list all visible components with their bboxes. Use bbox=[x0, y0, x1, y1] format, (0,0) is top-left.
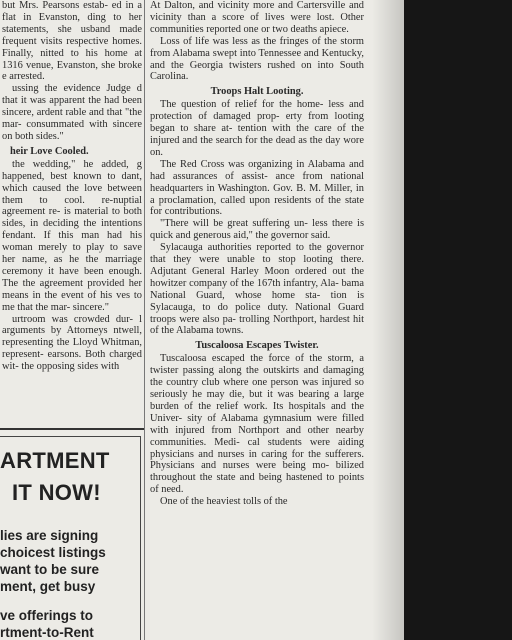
ad-headline-2: IT NOW! bbox=[12, 480, 101, 505]
right-para-4: The Red Cross was organizing in Alabama and had assurances of assist- ance from national headquarters in Washington. Gov. B. M. Miller, in a proclamation, called upon residents of the state for contributions. bbox=[150, 158, 364, 218]
right-para-3: The question of relief for the home- less and protection of damaged prop- erty from looting began to share at- tention with the care of the injured and the search for the dead as the day wore on. bbox=[150, 99, 364, 158]
right-column bbox=[150, 0, 364, 640]
column-rule bbox=[144, 0, 145, 640]
ad-line-3: lies are signing bbox=[0, 528, 99, 543]
left-column bbox=[0, 0, 142, 430]
left-subheading: heir Love Cooled. bbox=[10, 145, 89, 157]
right-para-8: One of the heaviest tolls of the bbox=[160, 496, 288, 508]
right-para-2: Loss of life was less as the fringes of the storm from Alabama swept into Tennessee and Kentucky, and the Georgia twisters rushed on into South Carolina. bbox=[150, 35, 364, 83]
ad-line-5: want to be sure bbox=[0, 562, 100, 577]
left-para-4: urtroom was crowded dur- l arguments by Attorneys ntwell, representing the Lloyd Whitman, represent- earsons. Both charged wit- the opposing sides with bbox=[2, 313, 142, 373]
right-subheading-1: Troops Halt Looting. bbox=[210, 86, 304, 98]
apartment-advertisement bbox=[0, 428, 144, 640]
dark-background bbox=[404, 0, 512, 640]
left-para-2: ussing the evidence Judge d that it was apparent the had been sincere, ardent rable and that "the mar- consummated with sincere on both sides." bbox=[2, 83, 142, 142]
right-para-6: Sylacauga authorities reported to the governor that they were unable to stop looting there. Adjutant General Harley Moon ordered out the howitzer company of the 167th infantry, Ala- bama National Guard, whose home sta- tion is Sylacauga, to do police duty. National Guard troops were also pa- trolling Northport, hardest hit of the Alabama towns. bbox=[150, 242, 364, 337]
right-para-5: "There will be great suffering un- less there is quick and generous aid," the governor said. bbox=[150, 218, 364, 242]
right-subheading-2: Tuscaloosa Escapes Twister. bbox=[195, 340, 319, 352]
ad-headline-1: ARTMENT bbox=[0, 448, 110, 473]
left-para-3: the wedding," he added, g happened, best known to dant, which caused the love between them to cool. re-nuptial agreement re- is material to both sides, in deciding the intentions fendant. If this man had his woman merely to play to save her name, as he the marriage ceremony it have been enough. The the agreement provided her means in the event of his ves to me that the mar- sincere." bbox=[2, 158, 142, 313]
ad-line-8: rtment-to-Rent bbox=[0, 625, 94, 640]
ad-line-7: ve offerings to bbox=[0, 608, 94, 623]
right-para-7: Tuscaloosa escaped the force of the storm, a twister passing along the outskirts and damaging the country club where one person was injured so seriously he may die, but it was bearing a large burden of the relief work. Its hospitals and the Univer- sity of Alabama gymnasium were filled with injured from Northport and other nearby communities. Medi- cal students were aiding physicians and nurses in caring for the sufferers. Physicians and nurses were being mo- bilized throughout the state and being hastened to points of need. bbox=[150, 353, 364, 496]
page-curl-shadow bbox=[372, 0, 404, 640]
right-para-1: At Dalton, and vicinity more and Cartersville and vicinity than a score of lives were lost. Other communities reported one or two deaths apiece. bbox=[150, 0, 364, 35]
left-para-1: but Mrs. Pearsons estab- ed in a flat in Evanston, ding to her statements, she usband made frequent visits respective homes. Finally, nitted to his home at 1316 venue, Evanston, she broke e arrested. bbox=[2, 0, 142, 83]
ad-line-4: choicest listings bbox=[0, 545, 106, 560]
ad-line-6: ment, get busy bbox=[0, 579, 96, 594]
